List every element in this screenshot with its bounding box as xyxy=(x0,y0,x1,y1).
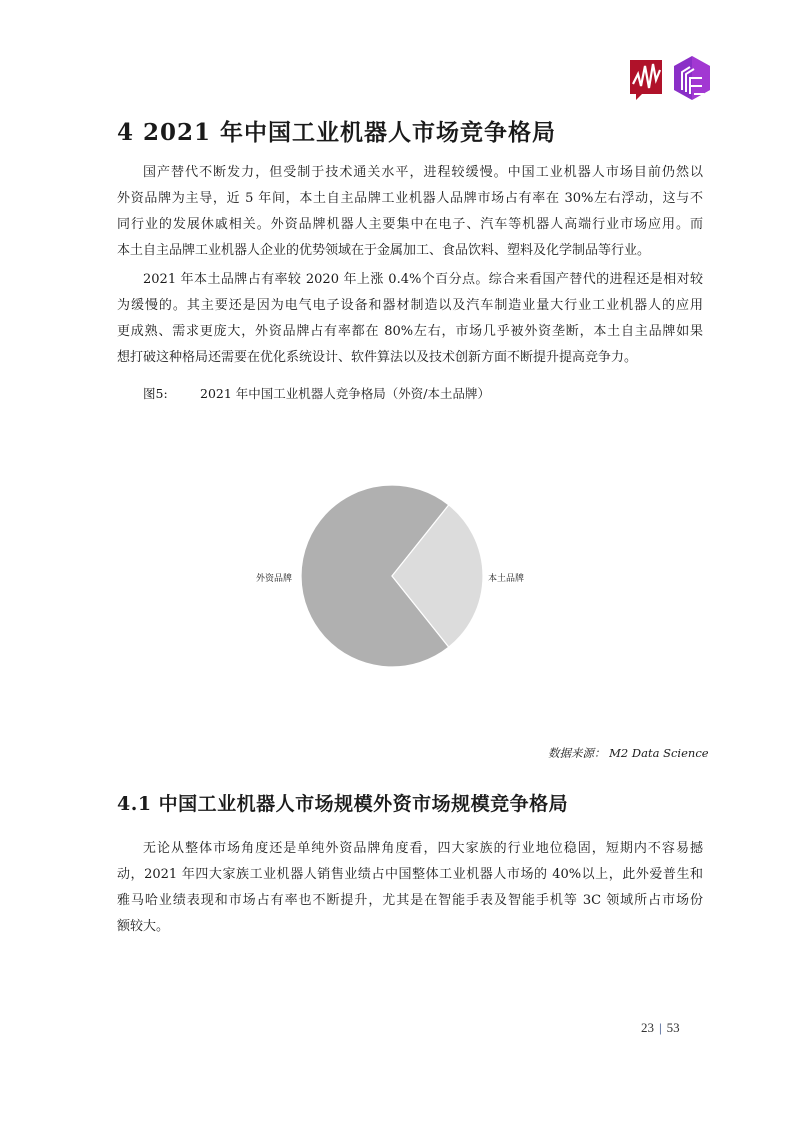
paragraph-line: 为缓慢的。其主要还是因为电气电子设备和器材制造以及汽车制造业量大行业工业机器人的应用 xyxy=(117,298,703,313)
paragraph-line: 动，2021 年四大家族工业机器人销售业绩占中国整体工业机器人市场的 40%以上，此外爱普生和 xyxy=(117,867,703,882)
figure-number: 图5: xyxy=(143,386,168,401)
paragraph-line: 同行业的发展休戚相关。外资品牌机器人主要集中在电子、汽车等机器人高端行业市场应用。而 xyxy=(117,217,703,232)
paragraph-line: 更成熟、需求更庞大，外资品牌占有率都在 80%左右，市场几乎被外资垄断，本土自主品牌如果 xyxy=(117,324,703,339)
subsection-heading: 4.1 中国工业机器人市场规模外资市场规模竞争格局 xyxy=(117,793,569,815)
paragraph-line: 想打破这种格局还需要在优化系统设计、软件算法以及技术创新方面不断提升提高竞争力。 xyxy=(117,350,638,365)
paragraph-line: 国产替代不断发力，但受制于技术通关水平，进程较缓慢。中国工业机器人市场目前仍然以 xyxy=(143,165,703,180)
red-waveform-logo-icon xyxy=(630,60,662,100)
paragraph-line: 外资品牌为主导，近 5 年间，本土自主品牌工业机器人品牌市场占有率在 30%左右浮动，这与不 xyxy=(117,191,703,206)
header-logos xyxy=(628,54,718,104)
figure-title: 2021 年中国工业机器人竞争格局（外资/本土品牌） xyxy=(200,386,490,401)
paragraph-line: 2021 年本土品牌占有率较 2020 年上涨 0.4%个百分点。综合来看国产替代的进程还是相对较 xyxy=(143,272,703,287)
body-paragraph xyxy=(117,836,703,940)
purple-hexagon-logo-icon xyxy=(674,56,710,100)
page-current: 23 xyxy=(641,1020,654,1035)
figure-caption xyxy=(143,384,490,402)
brand-logos-icon xyxy=(628,54,718,104)
data-source-note: 数据来源： M2 Data Science xyxy=(548,746,709,760)
pie-label-domestic: 本土品牌 xyxy=(488,574,525,584)
pie-chart xyxy=(240,480,560,680)
section-heading: 4 2021 年中国工业机器人市场竞争格局 xyxy=(117,119,557,146)
paragraph-line: 额较大。 xyxy=(117,919,170,934)
body-paragraph xyxy=(117,267,703,371)
pie-label-foreign: 外资品牌 xyxy=(256,574,293,584)
page-number xyxy=(641,1020,680,1036)
page-total: 53 xyxy=(666,1020,680,1035)
paragraph-line: 本土自主品牌工业机器人企业的优势领域在于金属加工、食品饮料、塑料及化学制品等行业。 xyxy=(117,243,651,258)
page-separator: | xyxy=(659,1020,662,1035)
paragraph-line: 雅马哈业绩表现和市场占有率也不断提升，尤其是在智能手表及智能手机等 3C 领域所占市场份 xyxy=(117,893,703,908)
body-paragraph xyxy=(117,160,703,264)
paragraph-line: 无论从整体市场角度还是单纯外资品牌角度看，四大家族的行业地位稳固，短期内不容易撼 xyxy=(143,841,703,856)
